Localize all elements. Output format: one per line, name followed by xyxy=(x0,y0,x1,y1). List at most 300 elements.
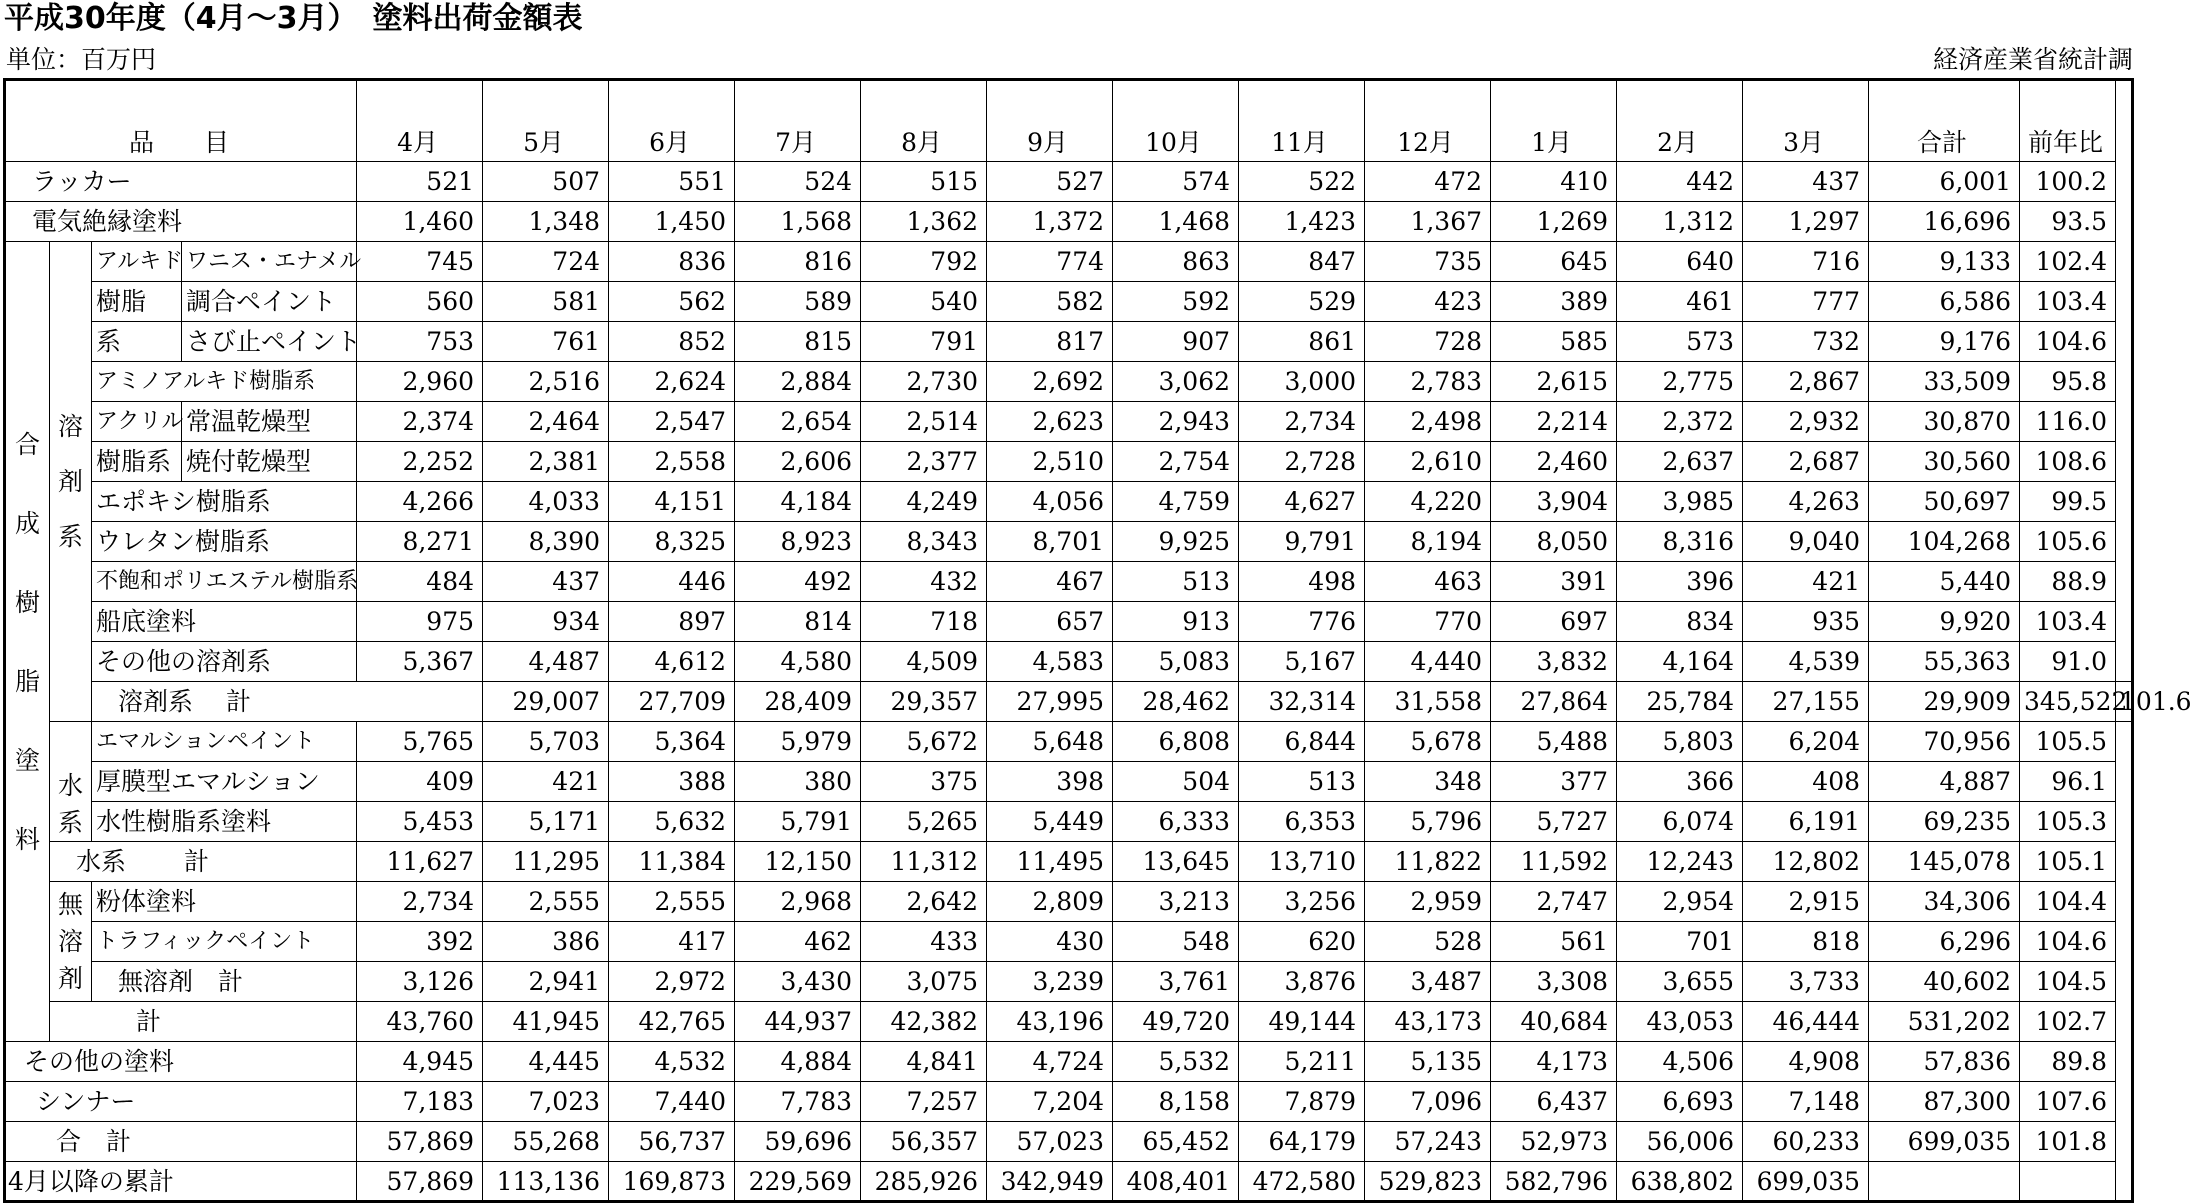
value-cell: 5,532 xyxy=(1113,1042,1239,1082)
total-cell: 70,956 xyxy=(1869,722,2020,762)
value-cell: 2,960 xyxy=(357,362,483,402)
table-row xyxy=(5,162,2133,202)
value-cell: 410 xyxy=(1491,162,1617,202)
value-cell: 2,510 xyxy=(987,442,1113,482)
group-char: 系 xyxy=(57,808,83,837)
row-label: その他の塗料 xyxy=(5,1042,357,1082)
total-cell: 6,296 xyxy=(1869,922,2020,962)
row-label: 無溶剤 計 xyxy=(92,962,357,1002)
table-row xyxy=(5,842,2133,882)
value-cell: 1,468 xyxy=(1113,202,1239,242)
yoy-cell: 105.3 xyxy=(2020,802,2116,842)
value-cell: 562 xyxy=(609,282,735,322)
total-cell: 57,836 xyxy=(1869,1042,2020,1082)
value-cell: 27,709 xyxy=(609,682,735,722)
value-cell: 11,592 xyxy=(1491,842,1617,882)
value-cell: 9,925 xyxy=(1113,522,1239,562)
yoy-cell: 105.1 xyxy=(2020,842,2116,882)
header-month: 10月 xyxy=(1113,80,1239,162)
value-cell: 5,171 xyxy=(483,802,609,842)
value-cell: 421 xyxy=(1743,562,1869,602)
yoy-cell: 101.8 xyxy=(2020,1122,2116,1162)
value-cell: 761 xyxy=(483,322,609,362)
table-row xyxy=(5,242,2133,282)
value-cell: 57,023 xyxy=(987,1122,1113,1162)
value-cell: 5,367 xyxy=(357,642,483,682)
value-cell: 417 xyxy=(609,922,735,962)
value-cell: 2,498 xyxy=(1365,402,1491,442)
value-cell: 3,213 xyxy=(1113,882,1239,922)
value-cell: 3,761 xyxy=(1113,962,1239,1002)
value-cell: 27,155 xyxy=(1743,682,1869,722)
value-cell: 4,220 xyxy=(1365,482,1491,522)
group-nonsolvent xyxy=(50,882,92,1002)
value-cell: 2,615 xyxy=(1491,362,1617,402)
value-cell: 975 xyxy=(357,602,483,642)
value-cell: 285,926 xyxy=(861,1162,987,1202)
value-cell: 5,449 xyxy=(987,802,1113,842)
total-cell: 345,522 xyxy=(2020,682,2116,722)
value-cell: 560 xyxy=(357,282,483,322)
value-cell: 42,765 xyxy=(609,1002,735,1042)
value-cell: 11,822 xyxy=(1365,842,1491,882)
value-cell: 582,796 xyxy=(1491,1162,1617,1202)
row-label: ワニス・エナメル xyxy=(182,242,357,282)
value-cell: 2,692 xyxy=(987,362,1113,402)
row-label: エマルションペイント xyxy=(92,722,357,762)
value-cell: 5,211 xyxy=(1239,1042,1365,1082)
row-label: ラッカー xyxy=(5,162,357,202)
group-acryl: アクリル xyxy=(92,402,182,442)
value-cell: 44,937 xyxy=(735,1002,861,1042)
value-cell: 861 xyxy=(1239,322,1365,362)
value-cell: 366 xyxy=(1617,762,1743,802)
value-cell: 12,150 xyxy=(735,842,861,882)
header-month: 9月 xyxy=(987,80,1113,162)
yoy-cell: 104.5 xyxy=(2020,962,2116,1002)
value-cell: 8,271 xyxy=(357,522,483,562)
value-cell: 2,624 xyxy=(609,362,735,402)
table-row xyxy=(5,802,2133,842)
group-char: 脂 xyxy=(14,666,40,696)
value-cell: 3,000 xyxy=(1239,362,1365,402)
value-cell: 408,401 xyxy=(1113,1162,1239,1202)
row-label: 水系 計 xyxy=(50,842,357,882)
value-cell: 442 xyxy=(1617,162,1743,202)
header-month: 8月 xyxy=(861,80,987,162)
table-row xyxy=(5,962,2133,1002)
value-cell: 745 xyxy=(357,242,483,282)
group-char: 溶 xyxy=(57,927,83,956)
value-cell: 5,979 xyxy=(735,722,861,762)
value-cell: 8,050 xyxy=(1491,522,1617,562)
value-cell: 377 xyxy=(1491,762,1617,802)
value-cell: 11,295 xyxy=(483,842,609,882)
value-cell: 2,372 xyxy=(1617,402,1743,442)
yoy-cell xyxy=(2020,1162,2116,1202)
value-cell: 716 xyxy=(1743,242,1869,282)
total-cell: 16,696 xyxy=(1869,202,2020,242)
value-cell: 29,909 xyxy=(1869,682,2020,722)
value-cell: 527 xyxy=(987,162,1113,202)
value-cell: 386 xyxy=(483,922,609,962)
total-cell: 30,870 xyxy=(1869,402,2020,442)
value-cell: 389 xyxy=(1491,282,1617,322)
value-cell: 2,637 xyxy=(1617,442,1743,482)
row-label: シンナー xyxy=(5,1082,357,1122)
value-cell: 2,734 xyxy=(357,882,483,922)
value-cell: 3,075 xyxy=(861,962,987,1002)
value-cell: 2,954 xyxy=(1617,882,1743,922)
value-cell: 1,568 xyxy=(735,202,861,242)
value-cell: 43,053 xyxy=(1617,1002,1743,1042)
value-cell: 2,460 xyxy=(1491,442,1617,482)
value-cell: 836 xyxy=(609,242,735,282)
yoy-cell: 102.7 xyxy=(2020,1002,2116,1042)
table-row xyxy=(5,762,2133,802)
value-cell: 2,867 xyxy=(1743,362,1869,402)
value-cell: 7,096 xyxy=(1365,1082,1491,1122)
table-row xyxy=(5,1002,2133,1042)
value-cell: 3,239 xyxy=(987,962,1113,1002)
value-cell: 5,703 xyxy=(483,722,609,762)
value-cell: 2,642 xyxy=(861,882,987,922)
value-cell: 60,233 xyxy=(1743,1122,1869,1162)
value-cell: 5,453 xyxy=(357,802,483,842)
value-cell: 5,791 xyxy=(735,802,861,842)
value-cell: 6,693 xyxy=(1617,1082,1743,1122)
value-cell: 504 xyxy=(1113,762,1239,802)
source-label: 経済産業省統計調 xyxy=(1932,45,2133,74)
value-cell: 25,784 xyxy=(1617,682,1743,722)
value-cell: 897 xyxy=(609,602,735,642)
total-cell: 5,440 xyxy=(1869,562,2020,602)
value-cell: 1,348 xyxy=(483,202,609,242)
value-cell: 7,183 xyxy=(357,1082,483,1122)
table-row xyxy=(5,922,2133,962)
value-cell: 935 xyxy=(1743,602,1869,642)
value-cell: 29,007 xyxy=(483,682,609,722)
table-row xyxy=(5,1122,2133,1162)
value-cell: 8,158 xyxy=(1113,1082,1239,1122)
group-char: 成 xyxy=(14,508,40,538)
value-cell: 2,783 xyxy=(1365,362,1491,402)
total-cell: 33,509 xyxy=(1869,362,2020,402)
value-cell: 1,269 xyxy=(1491,202,1617,242)
value-cell: 4,173 xyxy=(1491,1042,1617,1082)
value-cell: 6,074 xyxy=(1617,802,1743,842)
value-cell: 817 xyxy=(987,322,1113,362)
value-cell: 3,256 xyxy=(1239,882,1365,922)
total-cell: 34,306 xyxy=(1869,882,2020,922)
value-cell: 29,357 xyxy=(861,682,987,722)
value-cell: 6,333 xyxy=(1113,802,1239,842)
value-cell: 2,734 xyxy=(1239,402,1365,442)
value-cell: 701 xyxy=(1617,922,1743,962)
value-cell: 7,879 xyxy=(1239,1082,1365,1122)
value-cell: 4,184 xyxy=(735,482,861,522)
value-cell: 1,367 xyxy=(1365,202,1491,242)
value-cell: 3,876 xyxy=(1239,962,1365,1002)
value-cell: 42,382 xyxy=(861,1002,987,1042)
value-cell: 522 xyxy=(1239,162,1365,202)
value-cell: 5,727 xyxy=(1491,802,1617,842)
value-cell: 342,949 xyxy=(987,1162,1113,1202)
value-cell: 5,632 xyxy=(609,802,735,842)
value-cell: 4,580 xyxy=(735,642,861,682)
value-cell: 4,583 xyxy=(987,642,1113,682)
yoy-cell: 105.5 xyxy=(2020,722,2116,762)
header-total: 合計 xyxy=(1869,80,2020,162)
table-row xyxy=(5,602,2133,642)
row-label: 4月以降の累計 xyxy=(5,1162,357,1202)
value-cell: 472,580 xyxy=(1239,1162,1365,1202)
value-cell: 2,747 xyxy=(1491,882,1617,922)
table-row xyxy=(5,722,2133,762)
value-cell: 4,440 xyxy=(1365,642,1491,682)
value-cell: 4,164 xyxy=(1617,642,1743,682)
header-month: 4月 xyxy=(357,80,483,162)
value-cell: 398 xyxy=(987,762,1113,802)
table-row xyxy=(5,882,2133,922)
row-label: 厚膜型エマルション xyxy=(92,762,357,802)
row-label: アミノアルキド樹脂系 xyxy=(92,362,357,402)
value-cell: 540 xyxy=(861,282,987,322)
value-cell: 513 xyxy=(1239,762,1365,802)
value-cell: 3,062 xyxy=(1113,362,1239,402)
value-cell: 4,908 xyxy=(1743,1042,1869,1082)
header-month: 11月 xyxy=(1239,80,1365,162)
total-cell: 4,887 xyxy=(1869,762,2020,802)
value-cell: 4,056 xyxy=(987,482,1113,522)
value-cell: 697 xyxy=(1491,602,1617,642)
header-month: 5月 xyxy=(483,80,609,162)
value-cell: 28,462 xyxy=(1113,682,1239,722)
value-cell: 392 xyxy=(357,922,483,962)
value-cell: 4,249 xyxy=(861,482,987,522)
total-cell: 55,363 xyxy=(1869,642,2020,682)
header-item: 品 目 xyxy=(5,80,357,162)
value-cell: 437 xyxy=(483,562,609,602)
header-month: 2月 xyxy=(1617,80,1743,162)
group-char: 料 xyxy=(14,824,40,854)
header-month: 6月 xyxy=(609,80,735,162)
value-cell: 396 xyxy=(1617,562,1743,602)
yoy-cell: 101.6 xyxy=(2116,682,2133,722)
value-cell: 548 xyxy=(1113,922,1239,962)
value-cell: 513 xyxy=(1113,562,1239,602)
value-cell: 11,384 xyxy=(609,842,735,882)
value-cell: 507 xyxy=(483,162,609,202)
value-cell: 2,547 xyxy=(609,402,735,442)
value-cell: 913 xyxy=(1113,602,1239,642)
value-cell: 423 xyxy=(1365,282,1491,322)
value-cell: 2,809 xyxy=(987,882,1113,922)
value-cell: 446 xyxy=(609,562,735,602)
value-cell: 1,450 xyxy=(609,202,735,242)
yoy-cell: 105.6 xyxy=(2020,522,2116,562)
value-cell: 2,943 xyxy=(1113,402,1239,442)
value-cell: 41,945 xyxy=(483,1002,609,1042)
header-month: 1月 xyxy=(1491,80,1617,162)
value-cell: 5,265 xyxy=(861,802,987,842)
value-cell: 2,623 xyxy=(987,402,1113,442)
yoy-cell: 103.4 xyxy=(2020,282,2116,322)
group-char: 系 xyxy=(57,522,83,551)
yoy-cell: 104.6 xyxy=(2020,322,2116,362)
value-cell: 776 xyxy=(1239,602,1365,642)
value-cell: 1,372 xyxy=(987,202,1113,242)
value-cell: 391 xyxy=(1491,562,1617,602)
value-cell: 113,136 xyxy=(483,1162,609,1202)
value-cell: 2,972 xyxy=(609,962,735,1002)
total-cell xyxy=(1869,1162,2020,1202)
value-cell: 699,035 xyxy=(1743,1162,1869,1202)
value-cell: 815 xyxy=(735,322,861,362)
value-cell: 4,724 xyxy=(987,1042,1113,1082)
value-cell: 433 xyxy=(861,922,987,962)
value-cell: 57,869 xyxy=(357,1122,483,1162)
value-cell: 732 xyxy=(1743,322,1869,362)
value-cell: 9,040 xyxy=(1743,522,1869,562)
row-label: エポキシ樹脂系 xyxy=(92,482,357,522)
total-cell: 699,035 xyxy=(1869,1122,2020,1162)
value-cell: 2,381 xyxy=(483,442,609,482)
value-cell: 6,191 xyxy=(1743,802,1869,842)
table-row xyxy=(5,1082,2133,1122)
value-cell: 2,606 xyxy=(735,442,861,482)
total-cell: 9,176 xyxy=(1869,322,2020,362)
yoy-cell: 104.4 xyxy=(2020,882,2116,922)
value-cell: 43,173 xyxy=(1365,1002,1491,1042)
value-cell: 4,884 xyxy=(735,1042,861,1082)
value-cell: 5,672 xyxy=(861,722,987,762)
value-cell: 13,645 xyxy=(1113,842,1239,882)
yoy-cell: 91.0 xyxy=(2020,642,2116,682)
value-cell: 461 xyxy=(1617,282,1743,322)
table-row xyxy=(5,562,2133,602)
table-row xyxy=(5,1162,2133,1202)
value-cell: 7,204 xyxy=(987,1082,1113,1122)
value-cell: 49,720 xyxy=(1113,1002,1239,1042)
value-cell: 8,701 xyxy=(987,522,1113,562)
table-row xyxy=(5,442,2133,482)
value-cell: 2,610 xyxy=(1365,442,1491,482)
value-cell: 3,985 xyxy=(1617,482,1743,522)
value-cell: 4,445 xyxy=(483,1042,609,1082)
header-yoy: 前年比 xyxy=(2020,80,2116,162)
yoy-cell: 96.1 xyxy=(2020,762,2116,802)
value-cell: 2,464 xyxy=(483,402,609,442)
value-cell: 8,325 xyxy=(609,522,735,562)
value-cell: 492 xyxy=(735,562,861,602)
value-cell: 4,945 xyxy=(357,1042,483,1082)
value-cell: 4,612 xyxy=(609,642,735,682)
value-cell: 2,932 xyxy=(1743,402,1869,442)
value-cell: 529 xyxy=(1239,282,1365,322)
value-cell: 2,555 xyxy=(609,882,735,922)
value-cell: 529,823 xyxy=(1365,1162,1491,1202)
total-cell: 40,602 xyxy=(1869,962,2020,1002)
value-cell: 2,558 xyxy=(609,442,735,482)
value-cell: 7,257 xyxy=(861,1082,987,1122)
group-char: 溶 xyxy=(57,412,83,441)
yoy-cell: 102.4 xyxy=(2020,242,2116,282)
value-cell: 638,802 xyxy=(1617,1162,1743,1202)
value-cell: 7,783 xyxy=(735,1082,861,1122)
value-cell: 4,841 xyxy=(861,1042,987,1082)
value-cell: 4,151 xyxy=(609,482,735,522)
value-cell: 6,204 xyxy=(1743,722,1869,762)
value-cell: 4,266 xyxy=(357,482,483,522)
value-cell: 834 xyxy=(1617,602,1743,642)
value-cell: 12,243 xyxy=(1617,842,1743,882)
value-cell: 852 xyxy=(609,322,735,362)
table-row xyxy=(5,282,2133,322)
value-cell: 4,033 xyxy=(483,482,609,522)
value-cell: 3,655 xyxy=(1617,962,1743,1002)
value-cell: 421 xyxy=(483,762,609,802)
value-cell: 561 xyxy=(1491,922,1617,962)
value-cell: 46,444 xyxy=(1743,1002,1869,1042)
page-title: 平成30年度（4月～3月） 塗料出荷金額表 xyxy=(4,1,583,36)
yoy-cell: 107.6 xyxy=(2020,1082,2116,1122)
group-alkyd: アルキド xyxy=(92,242,182,282)
row-label: その他の溶剤系 xyxy=(92,642,357,682)
row-label: 電気絶縁塗料 xyxy=(5,202,357,242)
table-row xyxy=(5,522,2133,562)
value-cell: 32,314 xyxy=(1239,682,1365,722)
value-cell: 6,808 xyxy=(1113,722,1239,762)
value-cell: 2,687 xyxy=(1743,442,1869,482)
yoy-cell: 95.8 xyxy=(2020,362,2116,402)
total-cell: 9,920 xyxy=(1869,602,2020,642)
table-row xyxy=(5,402,2133,442)
value-cell: 814 xyxy=(735,602,861,642)
value-cell: 388 xyxy=(609,762,735,802)
total-cell: 69,235 xyxy=(1869,802,2020,842)
group-alkyd: 系 xyxy=(92,322,182,362)
value-cell: 57,869 xyxy=(357,1162,483,1202)
value-cell: 2,968 xyxy=(735,882,861,922)
value-cell: 2,730 xyxy=(861,362,987,402)
value-cell: 31,558 xyxy=(1365,682,1491,722)
value-cell: 4,487 xyxy=(483,642,609,682)
row-label: 船底塗料 xyxy=(92,602,357,642)
value-cell: 4,532 xyxy=(609,1042,735,1082)
value-cell: 581 xyxy=(483,282,609,322)
value-cell: 49,144 xyxy=(1239,1002,1365,1042)
shipment-table xyxy=(3,78,2192,1203)
value-cell: 5,167 xyxy=(1239,642,1365,682)
value-cell: 2,959 xyxy=(1365,882,1491,922)
value-cell: 521 xyxy=(357,162,483,202)
value-cell: 4,539 xyxy=(1743,642,1869,682)
value-cell: 3,832 xyxy=(1491,642,1617,682)
total-cell: 145,078 xyxy=(1869,842,2020,882)
value-cell: 528 xyxy=(1365,922,1491,962)
value-cell: 430 xyxy=(987,922,1113,962)
value-cell: 2,941 xyxy=(483,962,609,1002)
value-cell: 1,362 xyxy=(861,202,987,242)
value-cell: 524 xyxy=(735,162,861,202)
group-synthetic xyxy=(5,242,50,1042)
value-cell: 934 xyxy=(483,602,609,642)
total-cell: 104,268 xyxy=(1869,522,2020,562)
total-cell: 30,560 xyxy=(1869,442,2020,482)
value-cell: 484 xyxy=(357,562,483,602)
header-month: 3月 xyxy=(1743,80,1869,162)
